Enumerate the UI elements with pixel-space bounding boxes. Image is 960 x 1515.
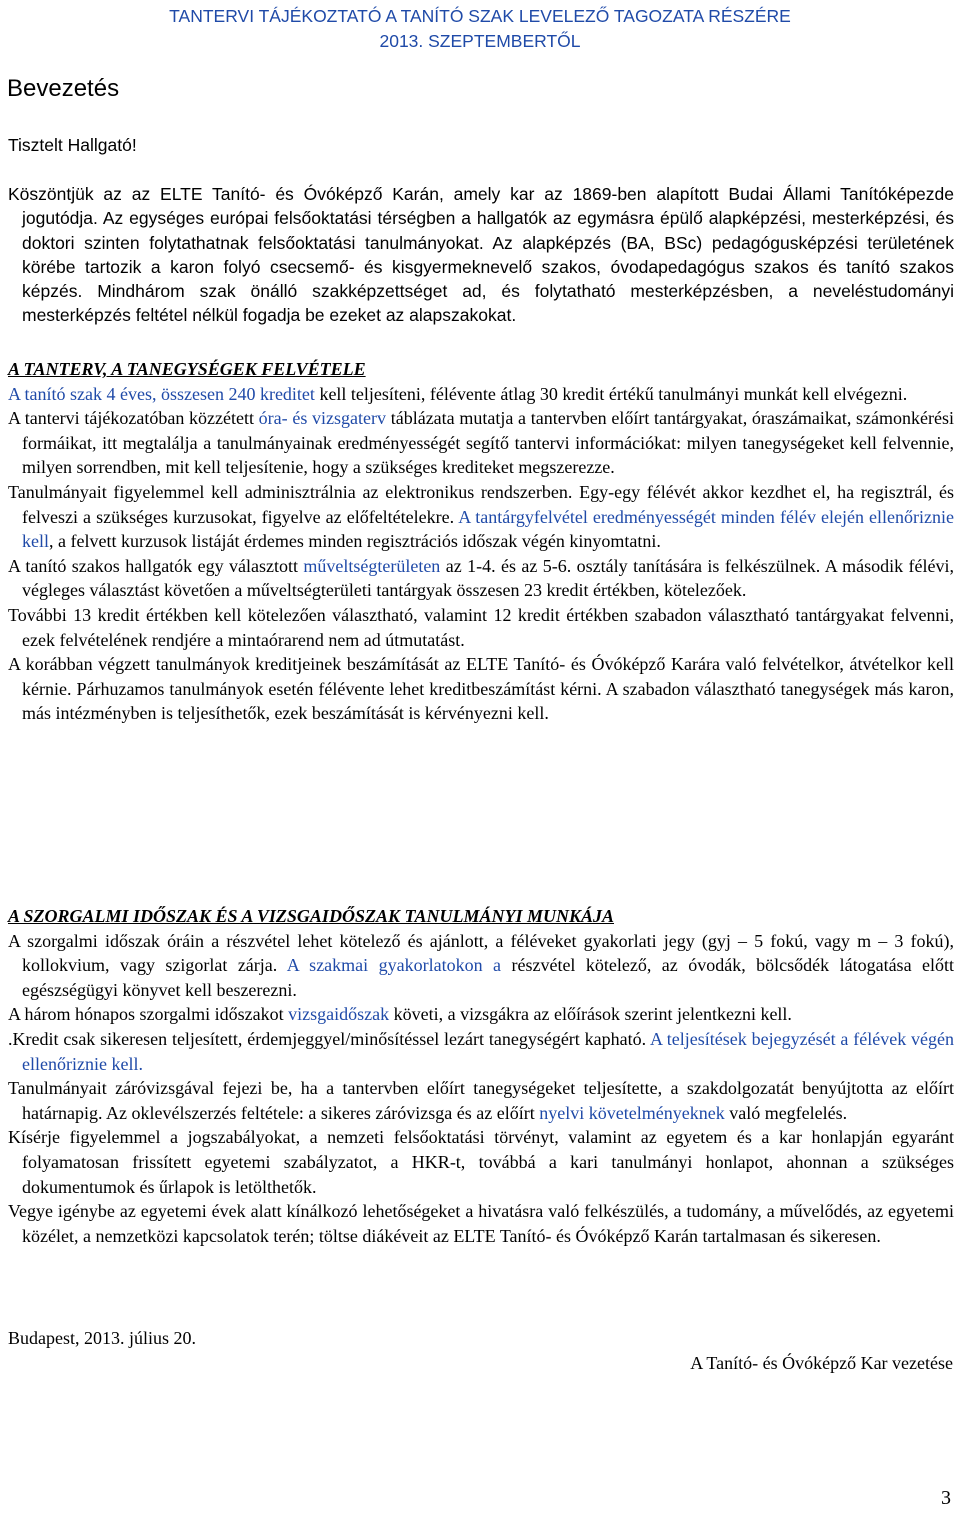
paragraph-exam-period: A három hónapos szorgalmi időszakot vizsgaidőszak követi, a vizsgákra az előírások szerint jelentkezni kell. [8,1004,792,1025]
document-header-line2: 2013. SZEPTEMBERTŐL [379,31,581,51]
paragraph-credit-award: .Kredit csak sikeresen teljesített, érdemjeggyel/minősítéssel lezárt tanegységért kapható. A teljesítések bejegyzését a félévek végén ellenőriznie kell. [8,1028,955,1074]
paragraph-attendance: A szorgalmi időszak óráin a részvétel lehet kötelező és ajánlott, a féléveket gyakorlati jegy (gyj – 5 fokú, vagy m – 3 fokú), kollokvium, vagy szigorlat zárja. A szakmai gyakorlatokon a részvétel kötelező, az óvodák, bölcsődék látogatása előtt egészségügyi könyvet kell beszerezni. [8,930,954,1000]
exam-plan-link[interactable]: óra- és vizsgaterv [258,408,387,429]
intro-paragraph: Köszöntjük az az ELTE Tanító- és Óvóképző Karán, amely kar az 1869-ben alapított Budai Állami Tanítóképezde jogutódja. Az egységes európai felsőoktatási térségben a hallgatók az egymásra épülő alapképzési, mesterképzési, és doktori szinten folytathatnak felsőoktatási tanulmányokat. Az alapképzés (BA, BSc) pedagógusképzési területének körébe tartozik a karon folyó csecsemő- és kisgyermeknevelő szakos, óvodapedagógus szakos és tanító szakos képzés. Mindhárom szak önálló szakképzettséget ad, és folytatható mesterképzésben, a neveléstudományi mesterképzés feltétel nélkül fogadja be ezeket az alapszakokat. [8,184,954,326]
paragraph-opportunities: Vegye igénybe az egyetemi évek alatt kínálkozó lehetőségeket a hivatásra való felkészülés, a tudomány, a művelődés, az egyetemi közélet, a nemzetközi kapcsolatok terén; töltse diákéveit az ELTE Tanító- és Óvóképző Karán tartalmasan és sikeresen. [8,1201,954,1246]
signature: A Tanító- és Óvóképző Kar vezetése [690,1353,953,1373]
greeting: Tisztelt Hallgató! [8,135,137,155]
paragraph-specialization: A tanító szakos hallgatók egy választott műveltségterületen az 1-4. és az 5-6. osztály tanítására is felkészülnek. A második félévi, végleges választást követően a műveltségterületi tantárgyak összesen 23 kredit értékben, kötelezőek. [8,555,954,601]
credits-highlight: A tanító szak 4 éves, összesen 240 kreditet [8,383,315,404]
paragraph-electives: További 13 kredit értékben kell kötelezően választható, valamint 12 kredit értékben szabadon választható tantárgyakat felvenni, ezek felvételének rendjére a mintaórarend nem ad útmutatást. [8,604,954,650]
paragraph-credit-transfer: A korábban végzett tanulmányok kreditjeinek beszámítását az ELTE Tanító- és Óvóképző Karára való felvételkor, átvételkor kell kérnie. Párhuzamos tanulmányok esetén félévente lehet kreditbeszámítást kérni. A szabadon választható tanegységek más karon, más intézményben is teljesíthetők, ezek beszámítását is kérvényezni kell. [8,654,954,724]
section-heading-curriculum: A TANTERV, A TANEGYSÉGEK FELVÉTELE [8,359,366,379]
paragraph-exam-plan: A tantervi tájékozatóban közzétett óra- és vizsgaterv táblázata mutatja a tantervben előírt tantárgyakat, óraszámaikat, számonkérési formáikat, itt megtalálja a tanulmányainak eredményességét segítő tantervi információkat: milyen tanegységeket kell felvennie, milyen sorrendben, mit kell teljesítenie, hogy a szükséges krediteket megszerezze. [8,408,954,478]
specialization-link[interactable]: műveltségterületen [303,555,441,576]
paragraph-final-exam: Tanulmányait záróvizsgával fejezi be, ha a tantervben előírt tanegységeket teljesítette, a szakdolgozatát benyújtotta az előírt határnapig. Az oklevélszerzés feltétele: a sikeres záróvizsga és az előírt nyelvi követelményeknek való megfelelés. [8,1078,954,1123]
course-check-link[interactable]: A tantárgyfelvétel eredményességét minden félév elején ellenőriznie kell [22,506,954,552]
section2 [8,904,954,1248]
exam-period-link[interactable]: vizsgaidőszak [288,1004,390,1025]
section-heading-term: A SZORGALMI IDŐSZAK ÉS A VIZSGAIDŐSZAK TANULMÁNYI MUNKÁJA [8,906,614,926]
paragraph-administration: Tanulmányait figyelemmel kell adminisztrálnia az elektronikus rendszerben. Egy-egy félévét akkor kezdhet el, ha regisztrál, és felveszi a szükséges kurzusokat, figyelve az előfeltételekre. A tantárgyfelvétel eredményességét minden félév elején ellenőriznie kell, a felvett kurzusok listáját érdemes minden regisztrációs időszak végén kinyomtatni. [8,481,954,552]
page-number: 3 [941,1487,951,1509]
document-date: Budapest, 2013. július 20. [8,1328,196,1348]
paragraph-credits: A tanító szak 4 éves, összesen 240 kreditet kell teljesíteni, félévente átlag 30 kredit értékű tanulmányi munkát kell elvégezni. [8,383,908,404]
language-requirements-link[interactable]: nyelvi követelményeknek [539,1102,725,1123]
paragraph-regulations: Kísérje figyelemmel a jogszabályokat, a nemzeti felsőoktatási törvényt, valamint az egyetem és a kar honlapján egyaránt folyamatosan frissített egyetemi szabályzatot, a HKR-t, továbbá a kari tanulmányi honlapot, ahonnan a szükséges dokumentumok és űrlapok is letölthetők. [8,1127,954,1197]
section-title-intro: Bevezetés [7,75,120,102]
results-check-link[interactable]: A teljesítések bejegyzését a félévek végén ellenőriznie kell. [22,1028,955,1074]
document-header-line1: TANTERVI TÁJÉKOZTATÓ A TANÍTÓ SZAK LEVELEZŐ TAGOZATA RÉSZÉRE [169,6,791,26]
practice-link[interactable]: A szakmai gyakorlatokon a [286,955,502,976]
section1 [8,357,954,726]
